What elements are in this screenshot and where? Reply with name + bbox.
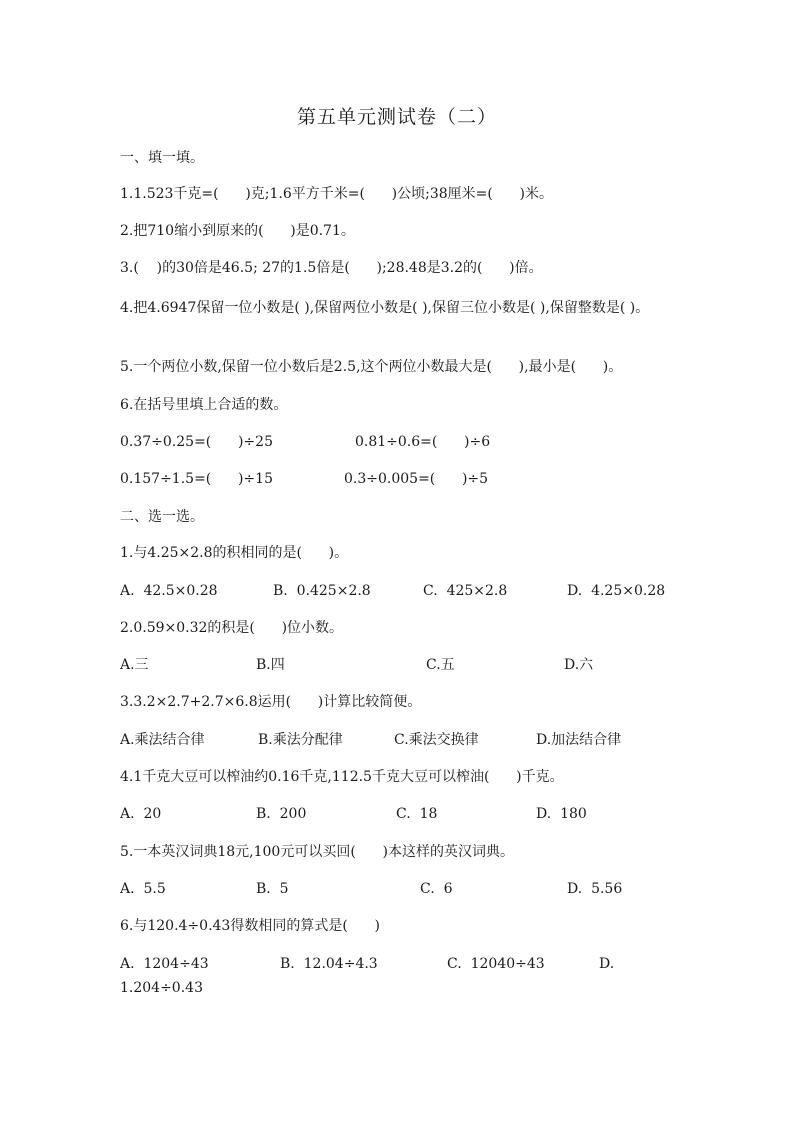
fill-question-2: 2.把710缩小到原来的( )是0.71。 (120, 223, 355, 239)
choice-question-4: 4.1千克大豆可以榨油约0.16千克,112.5千克大豆可以榨油( )千克。 (120, 769, 564, 785)
choice-question-2: 2.0.59×0.32的积是( )位小数。 (120, 620, 344, 636)
fill-item: 0.81÷0.6=( )÷6 (355, 434, 491, 450)
option-c: C.乘法交换律 (394, 732, 479, 748)
fill-question-5: 5.一个两位小数,保留一位小数后是2.5,这个两位小数最大是( ),最小是( )。 (120, 359, 623, 375)
option-b: B. 200 (256, 806, 307, 822)
option-a: A. 5.5 (120, 881, 166, 897)
fill-question-6-row-2 (120, 469, 700, 549)
option-d: D. 5.56 (567, 881, 623, 897)
option-c: C.五 (426, 657, 455, 673)
option-a: A. 1204÷43 (120, 956, 209, 972)
option-b: B.乘法分配律 (258, 732, 343, 748)
choice-options-6 (120, 954, 700, 1074)
option-b: B. 0.425×2.8 (273, 583, 371, 599)
option-a: A.三 (120, 657, 149, 673)
fill-question-6: 6.在括号里填上合适的数。 (120, 397, 288, 413)
option-a: A. 20 (120, 806, 162, 822)
option-a: A.乘法结合律 (120, 732, 205, 748)
fill-question-1: 1.1.523千克=( )克;1.6平方千米=( )公顷;38厘米=( )米。 (120, 186, 554, 202)
option-c: C. 12040÷43 (447, 956, 545, 972)
option-c: C. 18 (396, 806, 438, 822)
section-heading-fill: 一、填一填。 (120, 150, 204, 166)
option-c: C. 6 (420, 881, 453, 897)
option-d: D. (599, 956, 615, 972)
option-d: D.加法结合律 (536, 732, 622, 748)
fill-question-3: 3.( )的30倍是46.5; 27的1.5倍是( );28.48是3.2的( )倍。 (120, 260, 543, 276)
option-a: A. 42.5×0.28 (120, 583, 218, 599)
option-d: D. 4.25×0.28 (567, 583, 666, 599)
fill-question-4: 4.把4.6947保留一位小数是( ),保留两位小数是( ),保留三位小数是( ),保留整数是( )。 (120, 300, 650, 316)
fill-item: 0.3÷0.005=( )÷5 (344, 471, 489, 487)
section-heading-choice: 二、选一选。 (120, 509, 204, 525)
choice-question-5: 5.一本英汉词典18元,100元可以买回( )本这样的英汉词典。 (120, 844, 514, 860)
option-d: D.六 (564, 657, 594, 673)
choice-question-6: 6.与120.4÷0.43得数相同的算式是( ) (120, 918, 380, 934)
fill-item: 0.37÷0.25=( )÷25 (120, 434, 273, 450)
option-c: C. 425×2.8 (423, 583, 508, 599)
choice-question-1: 1.与4.25×2.8的积相同的是( )。 (120, 545, 349, 561)
option-d-continued: 1.204÷0.43 (120, 980, 203, 996)
choice-question-3: 3.3.2×2.7+2.7×6.8运用( )计算比较简便。 (120, 694, 422, 710)
fill-item: 0.157÷1.5=( )÷15 (120, 471, 273, 487)
option-b: B. 12.04÷4.3 (280, 956, 378, 972)
option-b: B. 5 (256, 881, 289, 897)
option-d: D. 180 (536, 806, 587, 822)
page-title: 第五单元测试卷（二） (296, 106, 497, 128)
option-b: B.四 (256, 657, 285, 673)
